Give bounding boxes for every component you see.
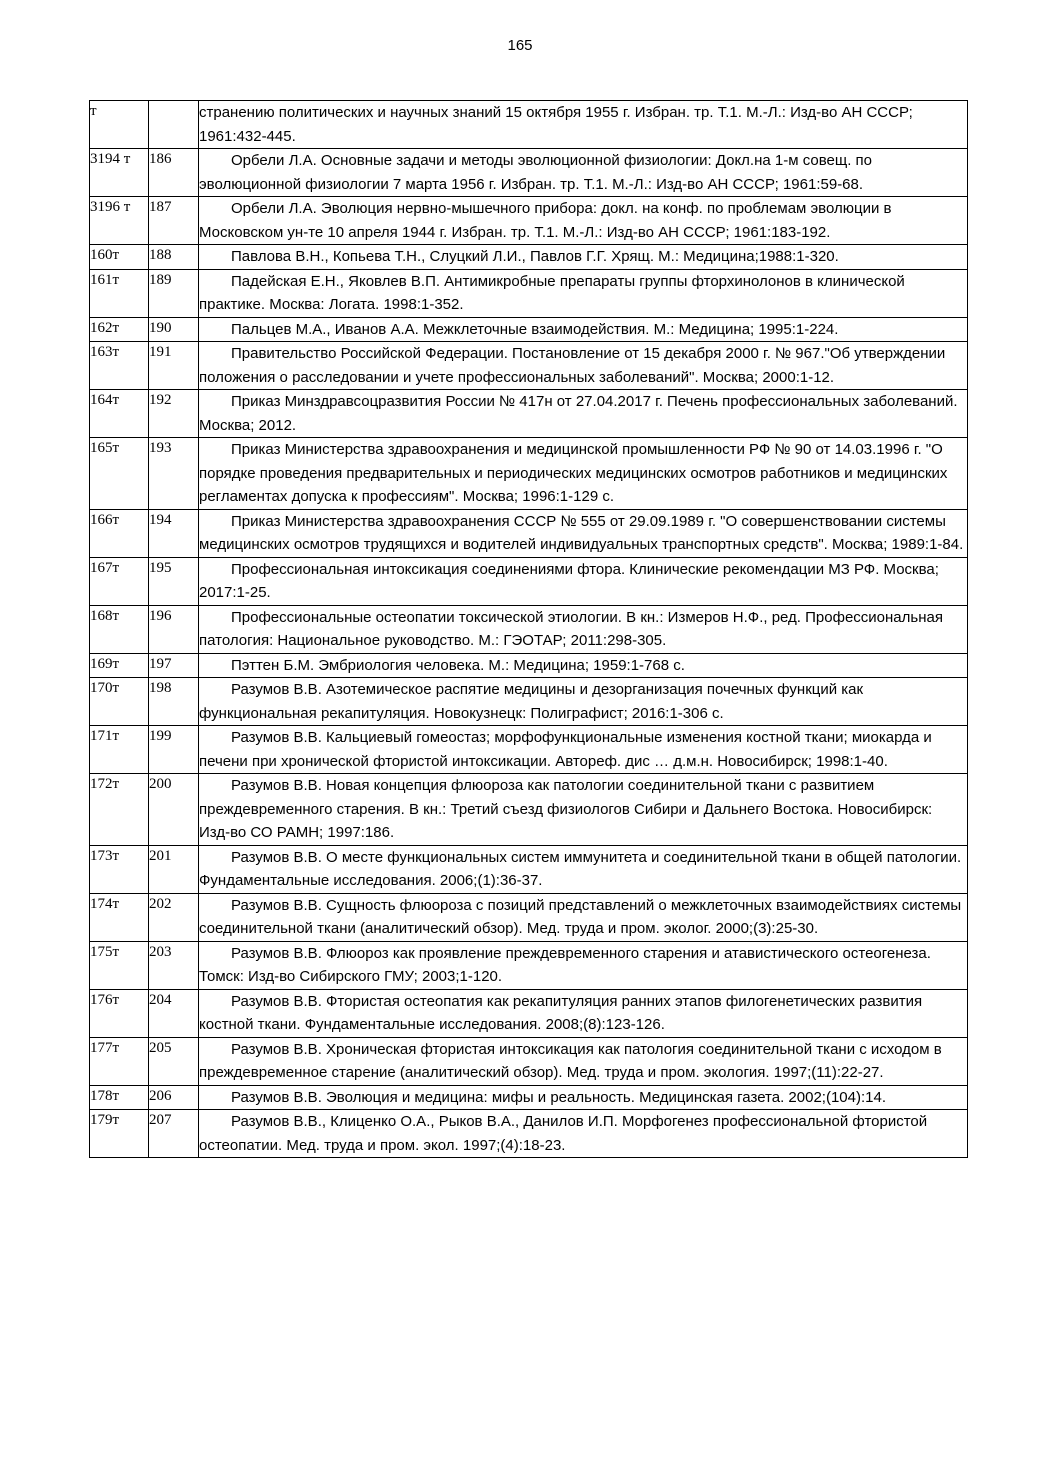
reference-code: 162т bbox=[90, 317, 149, 342]
reference-cell bbox=[199, 893, 968, 941]
reference-number: 205 bbox=[149, 1037, 199, 1085]
reference-number: 194 bbox=[149, 509, 199, 557]
reference-cell bbox=[199, 101, 968, 149]
reference-row bbox=[90, 390, 968, 438]
reference-cell bbox=[199, 941, 968, 989]
reference-row bbox=[90, 245, 968, 270]
reference-text: Разумов В.В., Клиценко О.А., Рыков В.А., Данилов И.П. Морфогенез профессиональной фтористой остеопатии. Мед. труда и пром. экол. 1997;(4):18-23. bbox=[199, 1113, 928, 1154]
reference-cell bbox=[199, 317, 968, 342]
reference-row bbox=[90, 509, 968, 557]
reference-text: Разумов В.В. Сущность флюороза с позиций представлений о межклеточных взаимодействиях системы соединительной ткани (аналитический обзор). Мед. труда и пром. эколог. 2000;(3):25-30. bbox=[199, 896, 962, 937]
reference-code: 170т bbox=[90, 678, 149, 726]
reference-row bbox=[90, 893, 968, 941]
reference-row bbox=[90, 342, 968, 390]
reference-number: 198 bbox=[149, 678, 199, 726]
reference-cell bbox=[199, 774, 968, 846]
reference-code: 179т bbox=[90, 1110, 149, 1158]
reference-code: 166т bbox=[90, 509, 149, 557]
reference-row bbox=[90, 438, 968, 510]
reference-text: Правительство Российской Федерации. Постановление от 15 декабря 2000 г. № 967."Об утверждении положения о расследовании и учете профессиональных заболеваний". Москва; 2000:1-12. bbox=[199, 345, 946, 386]
reference-row bbox=[90, 726, 968, 774]
reference-cell bbox=[199, 845, 968, 893]
reference-code: 164т bbox=[90, 390, 149, 438]
reference-number: 203 bbox=[149, 941, 199, 989]
reference-code: 177т bbox=[90, 1037, 149, 1085]
reference-cell bbox=[199, 149, 968, 197]
reference-cell bbox=[199, 557, 968, 605]
reference-row bbox=[90, 605, 968, 653]
reference-number: 207 bbox=[149, 1110, 199, 1158]
reference-row bbox=[90, 1037, 968, 1085]
reference-text: Профессиональные остеопатии токсической этиологии. В кн.: Измеров Н.Ф., ред. Профессиональная патология: Национальное руководство. М.: ГЭОТАР; 2011:298-305. bbox=[199, 608, 943, 649]
reference-code: 160т bbox=[90, 245, 149, 270]
reference-text: Разумов В.В. Эволюция и медицина: мифы и реальность. Медицинская газета. 2002;(104):14. bbox=[231, 1088, 886, 1106]
reference-cell bbox=[199, 509, 968, 557]
reference-cell bbox=[199, 726, 968, 774]
reference-row bbox=[90, 101, 968, 149]
reference-row bbox=[90, 653, 968, 678]
reference-number: 193 bbox=[149, 438, 199, 510]
reference-number: 186 bbox=[149, 149, 199, 197]
reference-number: 206 bbox=[149, 1085, 199, 1110]
reference-text: Павлова В.Н., Копьева Т.Н., Слуцкий Л.И., Павлов Г.Г. Хрящ. М.: Медицина;1988:1-320. bbox=[231, 248, 839, 265]
reference-number: 202 bbox=[149, 893, 199, 941]
reference-text: Орбели Л.А. Основные задачи и методы эволюционной физиологии: Докл.на 1-м совещ. по эволюционной физиологии 7 марта 1956 г. Избран. тр. Т.1. М.-Л.: Изд-во АН СССР; 1961:59-68. bbox=[199, 152, 873, 193]
reference-row bbox=[90, 989, 968, 1037]
reference-row bbox=[90, 678, 968, 726]
reference-code: 171т bbox=[90, 726, 149, 774]
reference-text: Разумов В.В. Кальциевый гомеостаз; морфофункциональные изменения костной ткани; миокарда и печени при хронической фтористой интоксикации. Автореф. дис … д.м.н. Новосибирск; 1998:1-40. bbox=[199, 729, 932, 770]
reference-code: 163т bbox=[90, 342, 149, 390]
reference-text: Орбели Л.А. Эволюция нервно-мышечного прибора: докл. на конф. по проблемам эволюции в Московском ун-те 10 апреля 1944 г. Избран. тр. Т.1. М.-Л.: Изд-во АН СССР; 1961:183-192. bbox=[199, 200, 892, 241]
reference-text: Разумов В.В. Хроническая фтористая интоксикация как патология соединительной ткани с исходом в преждевременное старение (аналитический обзор). Мед. труда и пром. экология. 1997;(11):22-27. bbox=[199, 1040, 942, 1081]
reference-cell bbox=[199, 390, 968, 438]
reference-number: 197 bbox=[149, 653, 199, 678]
reference-text: Приказ Министерства здравоохранения СССР № 555 от 29.09.1989 г. "О совершенствовании системы медицинских осмотров трудящихся и водителей индивидуальных транспортных средств". Москва; 1989:1-84. bbox=[199, 512, 964, 553]
reference-text: Приказ Министерства здравоохранения и медицинской промышленности РФ № 90 от 14.03.1996 г. "О порядке проведения предварительных и периодических медицинских осмотров работников и медицинских регламентах допуска к профессиям". Москва; 1996:1-129 с. bbox=[199, 441, 948, 505]
reference-number: 199 bbox=[149, 726, 199, 774]
reference-code: 176т bbox=[90, 989, 149, 1037]
reference-cell bbox=[199, 989, 968, 1037]
reference-text: Разумов В.В. О месте функциональных систем иммунитета и соединительной ткани в общей патологии. Фундаментальные исследования. 2006;(1):36-37. bbox=[199, 848, 962, 889]
references-table-body bbox=[90, 101, 968, 1158]
reference-cell bbox=[199, 197, 968, 245]
reference-row bbox=[90, 149, 968, 197]
reference-row bbox=[90, 845, 968, 893]
reference-cell bbox=[199, 1037, 968, 1085]
reference-number: 191 bbox=[149, 342, 199, 390]
reference-row bbox=[90, 557, 968, 605]
reference-text: Падейская Е.Н., Яковлев В.П. Антимикробные препараты группы фторхинолонов в клинической практике. Москва: Логата. 1998:1-352. bbox=[199, 272, 905, 313]
reference-code: 3194 т bbox=[90, 149, 149, 197]
reference-cell bbox=[199, 653, 968, 678]
reference-text: Разумов В.В. Новая концепция флюороза как патологии соединительной ткани с развитием преждевременного старения. В кн.: Третий съезд физиологов Сибири и Дальнего Востока. Новосибирск: Изд-во СО РАМН; 1997:186. bbox=[199, 777, 933, 841]
reference-cell bbox=[199, 342, 968, 390]
reference-row bbox=[90, 1110, 968, 1158]
reference-code: 161т bbox=[90, 269, 149, 317]
reference-number bbox=[149, 101, 199, 149]
reference-row bbox=[90, 197, 968, 245]
reference-text: Разумов В.В. Азотемическое распятие медицины и дезорганизация почечных функций как функциональная рекапитуляция. Новокузнецк: Полиграфист; 2016:1-306 с. bbox=[199, 681, 864, 722]
reference-code: 165т bbox=[90, 438, 149, 510]
reference-number: 200 bbox=[149, 774, 199, 846]
reference-row bbox=[90, 317, 968, 342]
reference-row bbox=[90, 269, 968, 317]
reference-row bbox=[90, 941, 968, 989]
reference-code: 168т bbox=[90, 605, 149, 653]
reference-number: 204 bbox=[149, 989, 199, 1037]
reference-row bbox=[90, 1085, 968, 1110]
reference-text: Разумов В.В. Фтористая остеопатия как рекапитуляция ранних этапов филогенетических развития костной ткани. Фундаментальные исследования. 2008;(8):123-126. bbox=[199, 992, 923, 1033]
page-number: 165 bbox=[507, 37, 533, 54]
reference-number: 188 bbox=[149, 245, 199, 270]
reference-cell bbox=[199, 269, 968, 317]
reference-number: 190 bbox=[149, 317, 199, 342]
references-table bbox=[89, 100, 968, 1158]
reference-code: 169т bbox=[90, 653, 149, 678]
reference-number: 189 bbox=[149, 269, 199, 317]
reference-cell bbox=[199, 438, 968, 510]
reference-cell bbox=[199, 605, 968, 653]
reference-code: 175т bbox=[90, 941, 149, 989]
reference-cell bbox=[199, 1110, 968, 1158]
reference-number: 196 bbox=[149, 605, 199, 653]
reference-code: 167т bbox=[90, 557, 149, 605]
reference-code: 173т bbox=[90, 845, 149, 893]
reference-number: 201 bbox=[149, 845, 199, 893]
reference-text: Пэттен Б.М. Эмбриология человека. М.: Медицина; 1959:1-768 с. bbox=[231, 656, 685, 674]
reference-number: 195 bbox=[149, 557, 199, 605]
reference-cell bbox=[199, 678, 968, 726]
reference-text: Профессиональная интоксикация соединениями фтора. Клинические рекомендации МЗ РФ. Москва; 2017:1-25. bbox=[199, 560, 939, 601]
reference-number: 192 bbox=[149, 390, 199, 438]
reference-cell bbox=[199, 1085, 968, 1110]
reference-code: 3196 т bbox=[90, 197, 149, 245]
reference-code: 178т bbox=[90, 1085, 149, 1110]
reference-code: т bbox=[90, 101, 149, 149]
reference-text: Пальцев М.А., Иванов А.А. Межклеточные взаимодействия. М.: Медицина; 1995:1-224. bbox=[231, 320, 839, 338]
reference-number: 187 bbox=[149, 197, 199, 245]
reference-code: 174т bbox=[90, 893, 149, 941]
reference-text: странению политических и научных знаний 15 октября 1955 г. Избран. тр. Т.1. М.-Л.: Изд-во АН СССР; 1961:432-445. bbox=[199, 104, 913, 145]
reference-text: Разумов В.В. Флюороз как проявление преждевременного старения и атавистического остеогенеза. Томск: Изд-во Сибирского ГМУ; 2003;1-120. bbox=[199, 944, 931, 985]
reference-text: Приказ Минздравсоцразвития России № 417н от 27.04.2017 г. Печень профессиональных заболеваний. Москва; 2012. bbox=[199, 393, 958, 434]
reference-code: 172т bbox=[90, 774, 149, 846]
reference-row bbox=[90, 774, 968, 846]
reference-cell bbox=[199, 245, 968, 270]
